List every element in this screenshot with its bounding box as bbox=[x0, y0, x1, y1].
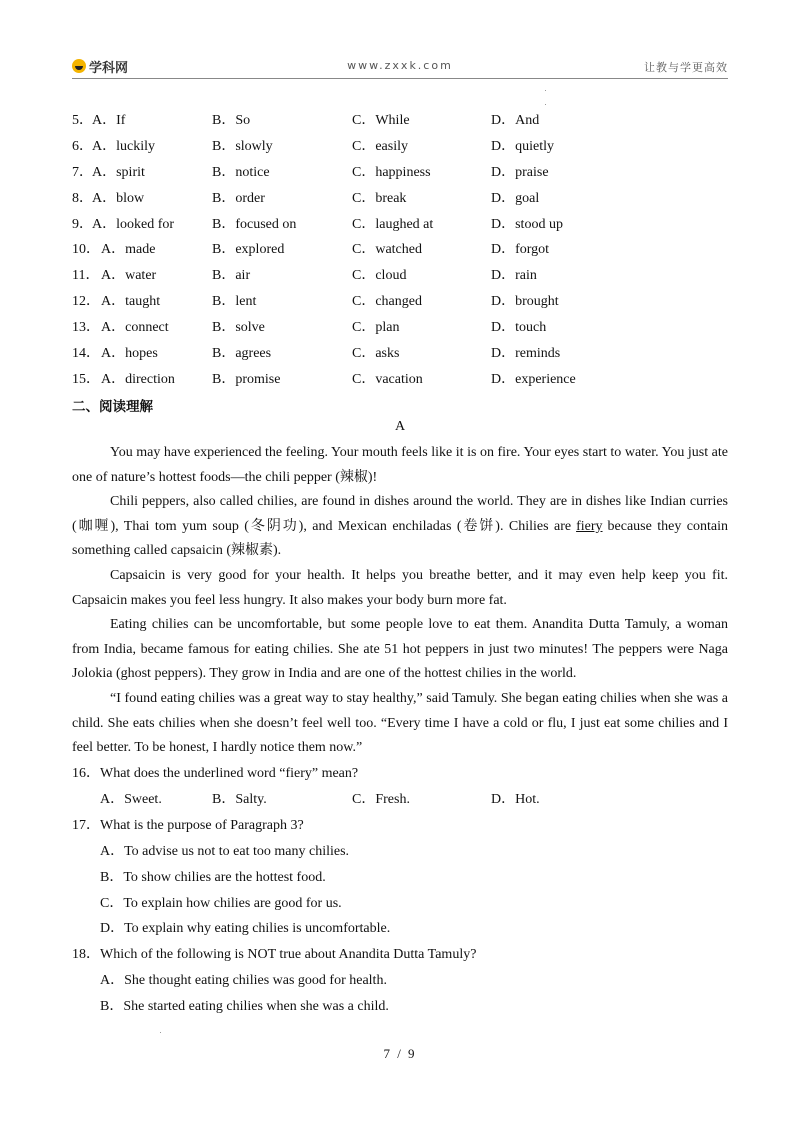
speck-mark bbox=[160, 1032, 161, 1033]
choice-a[interactable]: A．If bbox=[92, 113, 126, 128]
choice-b[interactable]: B．slowly bbox=[212, 138, 273, 154]
question-number: 5． bbox=[72, 113, 93, 128]
choice-d[interactable]: D．goal bbox=[491, 190, 540, 206]
choice-d[interactable]: D．experience bbox=[491, 371, 576, 387]
option-row bbox=[72, 108, 728, 134]
question-number: 8． bbox=[72, 190, 93, 206]
choice-a[interactable]: A．luckily bbox=[92, 138, 155, 154]
choice-a[interactable]: A．spirit bbox=[92, 164, 145, 180]
option-row bbox=[72, 367, 728, 393]
choice-d[interactable]: D．reminds bbox=[491, 346, 561, 362]
paragraph-3: Capsaicin is very good for your health. It helps you breathe better, and it may even help keep you fit. Capsaicin makes you feel less hungry. It also makes your body burn more fat. bbox=[72, 567, 728, 608]
choice-c[interactable]: C．vacation bbox=[352, 371, 423, 387]
question-number: 11． bbox=[72, 268, 100, 284]
paragraph-2-before: Chili peppers, also called chilies, are found in dishes around the world. They are in dishes like Indian curries (咖喱), Thai tom yum soup (冬阴功), and Mexican enchiladas (卷饼). Chilies are bbox=[72, 494, 728, 534]
option-row bbox=[72, 341, 728, 367]
page-number: 7 / 9 bbox=[383, 1046, 417, 1061]
choice-d[interactable]: D．To explain why eating chilies is uncomfortable. bbox=[100, 921, 391, 936]
choice-a[interactable]: A．taught bbox=[101, 294, 161, 310]
paragraph-2-after: because they contain something called capsaicin (辣椒素). bbox=[72, 518, 728, 559]
choice-c[interactable]: C．While bbox=[352, 113, 410, 128]
choice-d[interactable]: D．And bbox=[491, 113, 540, 128]
choice-a[interactable]: A．direction bbox=[101, 371, 175, 387]
choice-d[interactable]: D．touch bbox=[491, 320, 547, 336]
option-row bbox=[72, 263, 728, 289]
choice-c[interactable]: C．asks bbox=[352, 346, 400, 362]
choice-b[interactable]: B．order bbox=[212, 190, 265, 206]
option-row bbox=[72, 134, 728, 160]
choice-d[interactable]: D．quietly bbox=[491, 138, 554, 154]
page-header bbox=[72, 56, 728, 78]
question-18 bbox=[72, 945, 728, 965]
option-row bbox=[72, 212, 728, 238]
slogan: 让教与学更高效 bbox=[644, 61, 728, 74]
choice-a[interactable]: A．water bbox=[101, 268, 157, 284]
choice-a[interactable]: A．connect bbox=[101, 320, 169, 336]
question-number: 10． bbox=[72, 242, 100, 258]
site-url: www.zxxk.com bbox=[347, 59, 453, 72]
choice-a[interactable]: A．blow bbox=[92, 190, 145, 206]
passage-letter: A bbox=[394, 419, 406, 434]
choice-c[interactable]: C．To explain how chilies are good for us. bbox=[100, 896, 342, 911]
speck-mark bbox=[545, 104, 546, 105]
choice-a[interactable]: A．She thought eating chilies was good for health. bbox=[100, 973, 387, 988]
question-16 bbox=[72, 764, 728, 784]
question-stem: 17．What is the purpose of Paragraph 3? bbox=[72, 818, 304, 833]
choice-d[interactable]: D．rain bbox=[491, 268, 537, 284]
question-stem: 16．What does the underlined word “fiery” mean? bbox=[72, 766, 359, 781]
option-row bbox=[72, 289, 728, 315]
option-row bbox=[72, 160, 728, 186]
option-row bbox=[72, 186, 728, 212]
choice-d[interactable]: D．brought bbox=[491, 294, 559, 310]
choice-c[interactable]: C．cloud bbox=[352, 268, 407, 284]
speck-mark bbox=[545, 90, 546, 91]
choice-b[interactable]: B．explored bbox=[212, 242, 285, 258]
question-number: 14． bbox=[72, 346, 100, 362]
question-number: 13． bbox=[72, 320, 100, 336]
underlined-word: fiery bbox=[576, 518, 603, 534]
logo-text: 学科网 bbox=[89, 60, 129, 76]
choice-d[interactable]: D．praise bbox=[491, 164, 549, 180]
choice-c[interactable]: C．Fresh. bbox=[352, 792, 410, 807]
question-number: 7． bbox=[72, 164, 93, 180]
choice-b[interactable]: B．So bbox=[212, 113, 251, 128]
options-table bbox=[72, 108, 728, 393]
paragraph-1: You may have experienced the feeling. Your mouth feels like it is on fire. Your eyes start to water. You just ate one of nature’s hottest foods—the chili pepper (辣椒)! bbox=[72, 445, 728, 485]
choice-a[interactable]: A．To advise us not to eat too many chilies. bbox=[100, 844, 350, 859]
choice-b[interactable]: B．notice bbox=[212, 164, 270, 180]
paragraph-5: “I found eating chilies was a great way to stay healthy,” said Tamuly. She began eating chilies when she was a child. She eats chilies when she doesn’t feel well too. “Every time I have a cold or flu, I just eat some chilies and I feel better. To be honest, I hardly notice them now.” bbox=[72, 690, 728, 756]
choice-c[interactable]: C．plan bbox=[352, 320, 400, 336]
question-number: 12． bbox=[72, 294, 100, 310]
header-divider bbox=[72, 78, 728, 79]
choice-b[interactable]: B．promise bbox=[212, 371, 281, 387]
choice-a[interactable]: A．made bbox=[101, 242, 156, 258]
choice-c[interactable]: C．happiness bbox=[352, 164, 431, 180]
choice-b[interactable]: B．Salty. bbox=[212, 792, 267, 807]
choice-b[interactable]: B．lent bbox=[212, 294, 257, 310]
choice-b[interactable]: B．To show chilies are the hottest food. bbox=[100, 870, 326, 885]
paragraph-2 bbox=[72, 490, 728, 564]
section-title: 二、阅读理解 bbox=[72, 399, 153, 415]
choice-c[interactable]: C．changed bbox=[352, 294, 422, 310]
choice-c[interactable]: C．watched bbox=[352, 242, 422, 258]
option-row bbox=[72, 315, 728, 341]
question-number: 9． bbox=[72, 216, 93, 232]
choice-a[interactable]: A．Sweet. bbox=[100, 792, 162, 807]
question-number: 6． bbox=[72, 138, 93, 154]
choice-a[interactable]: A．hopes bbox=[101, 346, 158, 362]
choice-b[interactable]: B．air bbox=[212, 268, 251, 284]
paragraph-4: Eating chilies can be uncomfortable, but some people love to eat them. Anandita Dutta Tamuly, a woman from India, became famous for eating chilies. She ate 51 hot peppers in just two minutes! The peppers were Naga Jolokia (ghost peppers). They grow in India and are one of the hottest chilies in the world. bbox=[72, 617, 728, 682]
question-stem: 18．Which of the following is NOT true about Anandita Dutta Tamuly? bbox=[72, 947, 477, 962]
reading-passage bbox=[72, 441, 728, 761]
choice-d[interactable]: D．stood up bbox=[491, 216, 563, 232]
option-row bbox=[72, 237, 728, 263]
choice-c[interactable]: C．break bbox=[352, 190, 407, 206]
choice-b[interactable]: B．She started eating chilies when she was a child. bbox=[100, 999, 389, 1014]
choice-a[interactable]: A．looked for bbox=[92, 216, 175, 232]
choice-d[interactable]: D．Hot. bbox=[491, 792, 540, 807]
choice-c[interactable]: C．easily bbox=[352, 138, 408, 154]
choice-b[interactable]: B．agrees bbox=[212, 346, 272, 362]
question-17 bbox=[72, 816, 728, 836]
choice-b[interactable]: B．focused on bbox=[212, 216, 297, 232]
choice-b[interactable]: B．solve bbox=[212, 320, 265, 336]
choice-d[interactable]: D．forgot bbox=[491, 242, 550, 258]
choice-c[interactable]: C．laughed at bbox=[352, 216, 434, 232]
question-number: 15． bbox=[72, 371, 100, 387]
